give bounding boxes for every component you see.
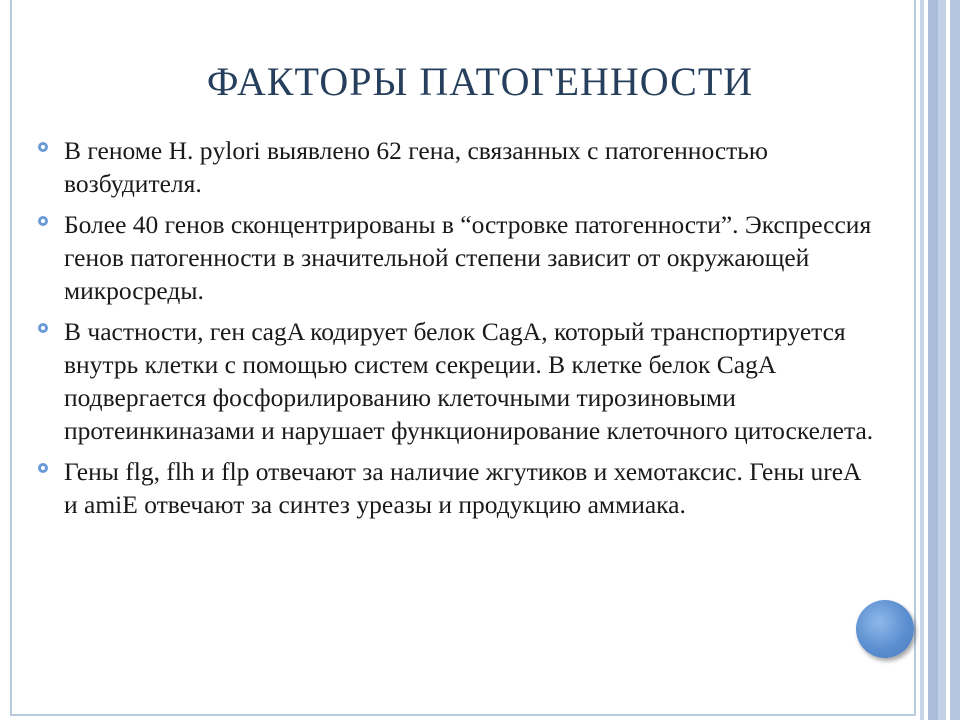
bullet-list — [38, 134, 878, 529]
bullet-text: Более 40 генов сконцентрированы в “островке патогенности”. Экспрессия генов патогенности в значительной степени зависит от окружающей микросреды. — [64, 210, 872, 305]
bullet-text: В частности, ген cagA кодирует белок CagA, который транспортируется внутрь клетки с помощью систем секреции. В клетке белок CagA подвергается фосфорилированию клеточными тирозиновыми протеинкиназами и нарушает функционирование клеточного цитоскелета. — [64, 317, 874, 445]
bullet-item — [38, 208, 878, 307]
bullet-text: Гены flg, flh и flp отвечают за наличие жгутиков и хемотаксис. Гены ureA и amiE отвечают за синтез уреазы и продукцию аммиака. — [64, 457, 861, 519]
decorative-circle-icon — [856, 600, 914, 658]
ring-bullet-icon — [38, 323, 48, 333]
ring-bullet-icon — [38, 216, 48, 226]
bullet-item — [38, 455, 878, 521]
ring-bullet-icon — [38, 463, 48, 473]
bullet-text: В геноме H. pylori выявлено 62 гена, связанных с патогенностью возбудителя. — [64, 136, 768, 198]
ring-bullet-icon — [38, 142, 48, 152]
bullet-item — [38, 134, 878, 200]
bullet-item — [38, 315, 878, 447]
decorative-side-stripes — [916, 0, 960, 720]
slide-title: ФАКТОРЫ ПАТОГЕННОСТИ — [206, 59, 754, 104]
